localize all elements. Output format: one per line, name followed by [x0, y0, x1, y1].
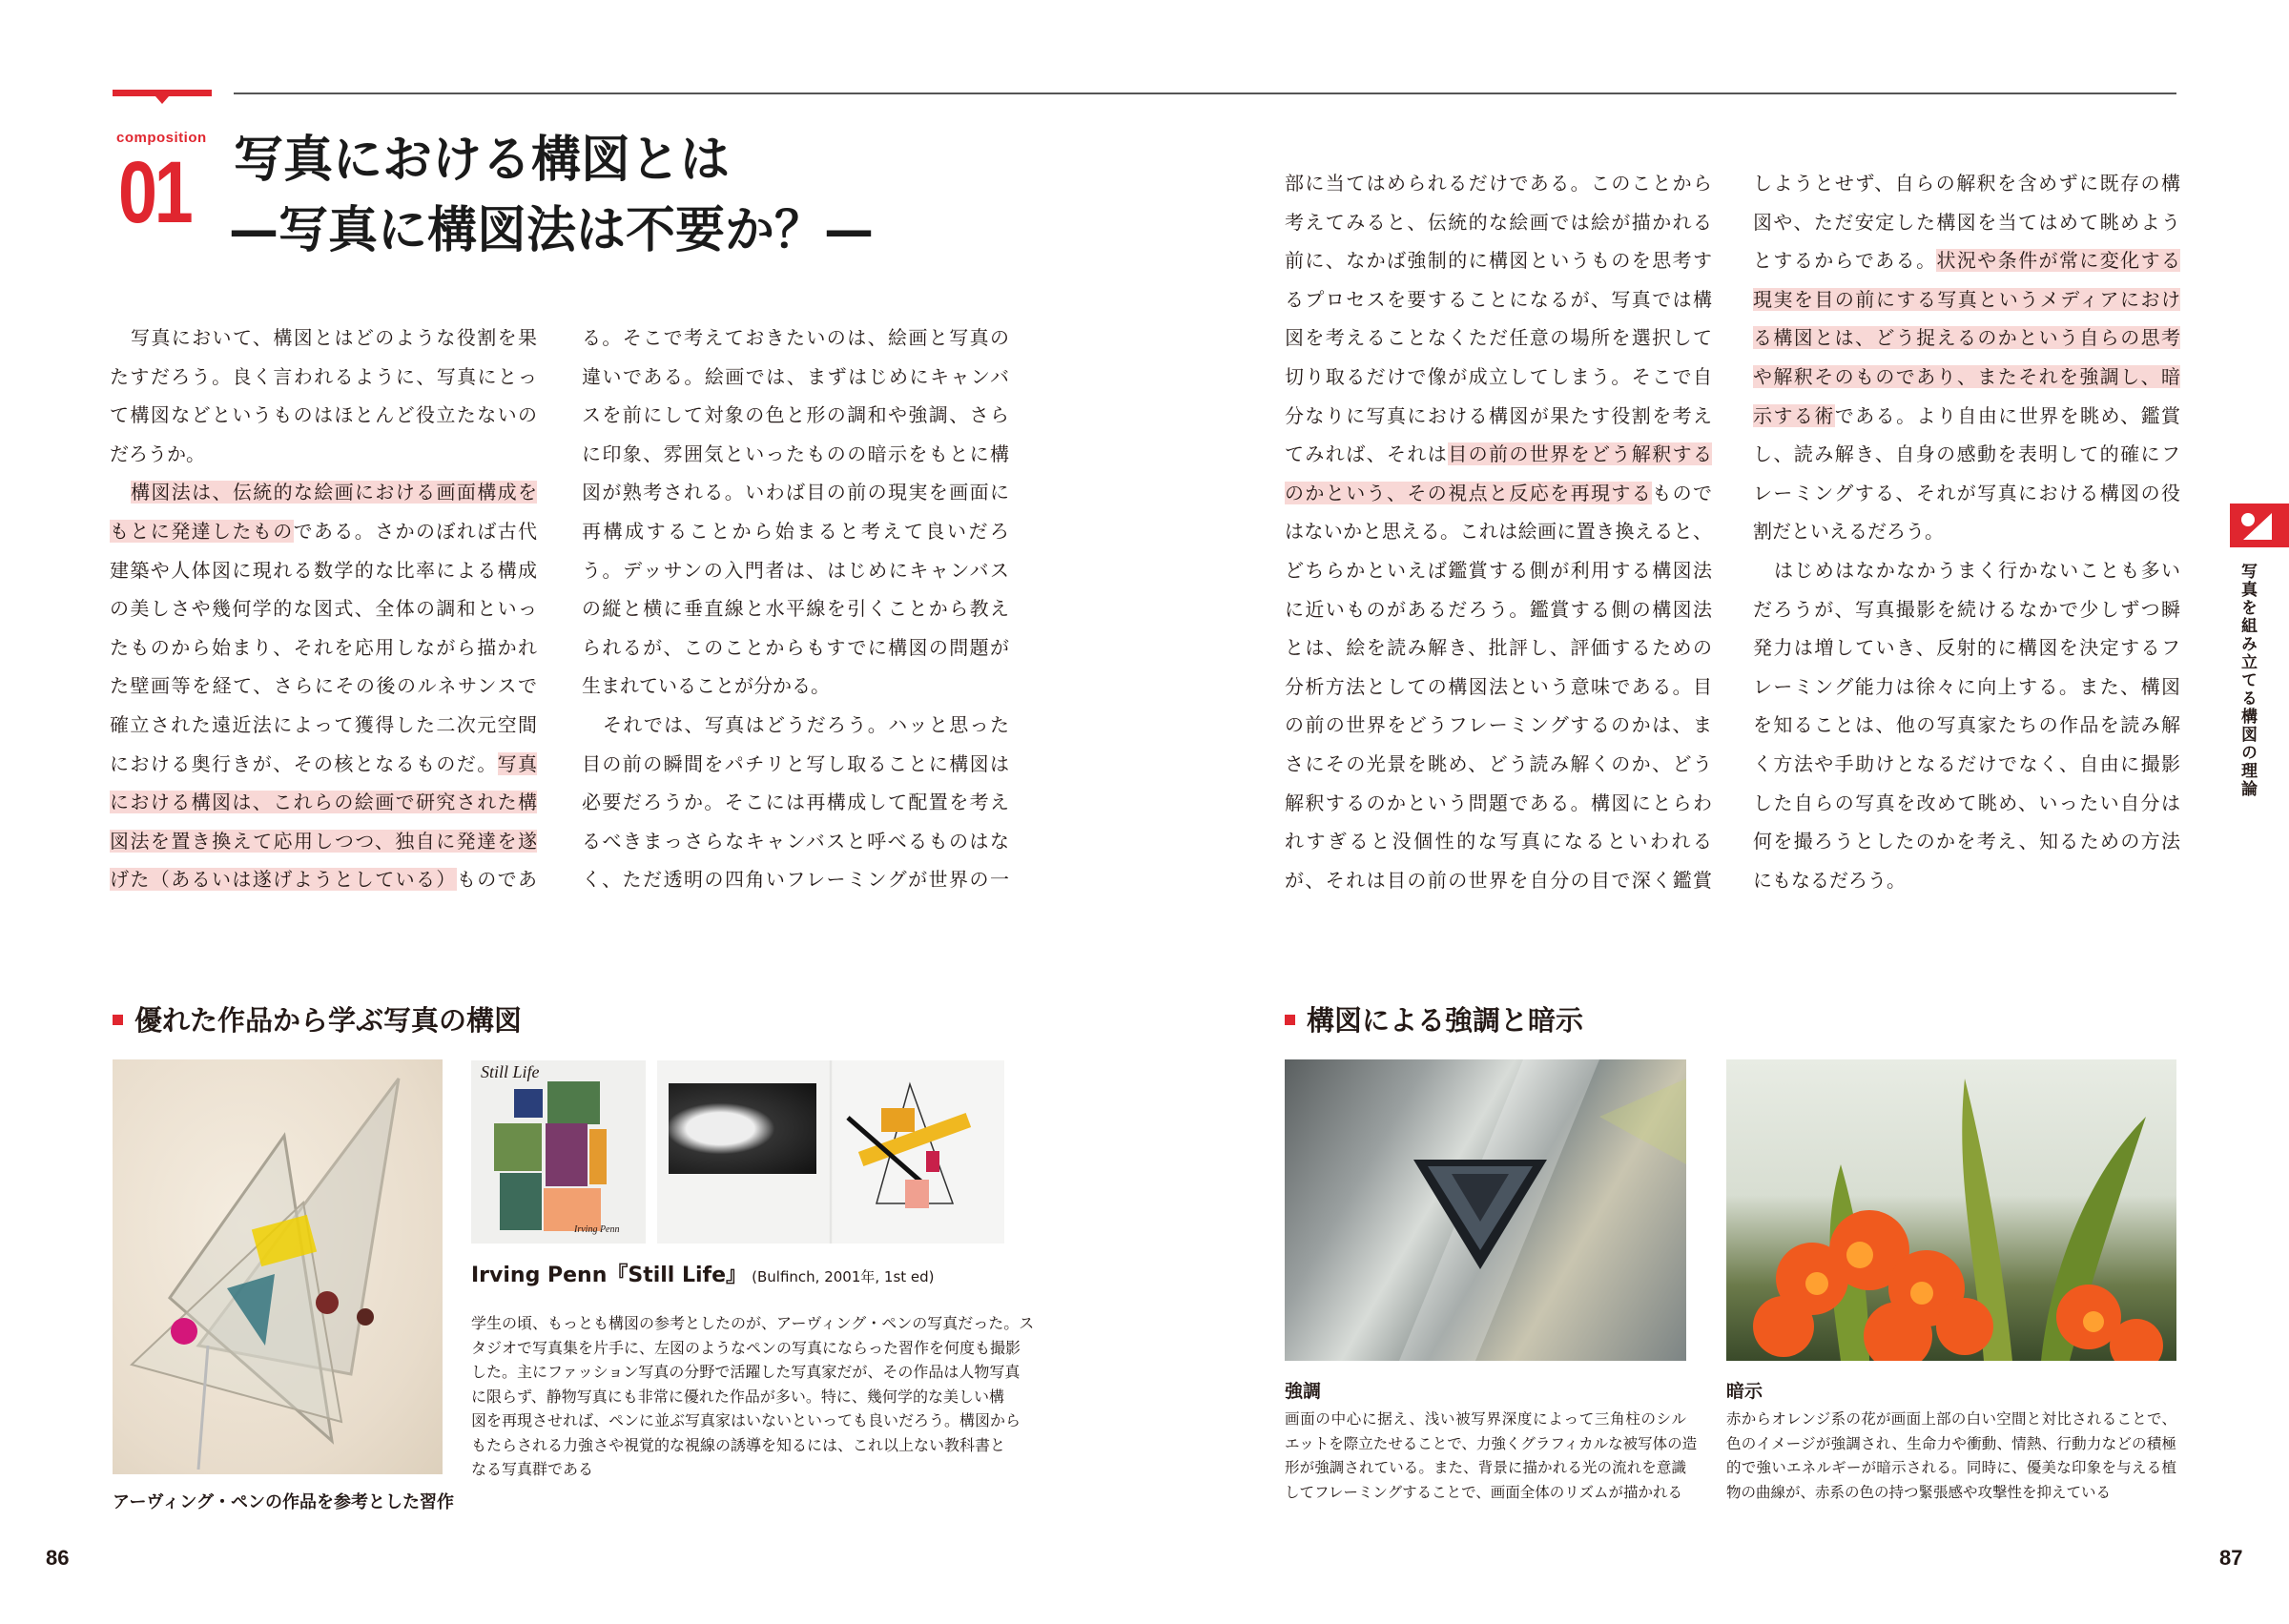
- text-run: を知ることは、他の写真家たちの作品を読み解: [1753, 713, 2180, 737]
- spread-photo-left: [669, 1083, 816, 1174]
- text-run: である。さかのぼれば古代: [293, 519, 538, 543]
- text-run: 図を再現させれば、ペンに並ぶ写真家はいないといっても良いだろう。構図から: [471, 1411, 1021, 1429]
- text-run: 画面の中心に据え、浅い被写界深度によって三角柱のシル: [1285, 1410, 1686, 1428]
- text-line: [1285, 474, 1712, 513]
- text-run: した自らの写真を改めて眺め、いったい自分は: [1753, 791, 2180, 814]
- text-run: て構図などというものはほとんど役立たないの: [110, 403, 537, 427]
- body-column-2: [582, 319, 1009, 899]
- text-run: く、ただ透明の四角いフレーミングが世界の一: [582, 868, 1009, 892]
- text-line: [1285, 1432, 1698, 1457]
- text-line: [110, 628, 537, 668]
- text-run: 写真において、構図とはどのような役割を果: [131, 326, 537, 349]
- body-column-4: [1753, 164, 2180, 899]
- text-line: [471, 1360, 1021, 1385]
- text-run: の美しさや幾何学的な図式、全体の調和といっ: [110, 597, 537, 621]
- text-run: が、それは目の前の世界を自分の目で深く鑑賞: [1285, 868, 1712, 892]
- text-line: [1285, 822, 1712, 861]
- book-cover-image: [471, 1060, 646, 1244]
- section-heading-text: 優れた作品から学ぶ写真の構図: [134, 1004, 523, 1037]
- bullet-square-icon: [1285, 1015, 1295, 1025]
- text-run: なる写真群である: [471, 1460, 594, 1478]
- text-run: に限らず、静物写真にも非常に優れた作品が多い。特に、幾何学的な美しい構: [471, 1387, 1004, 1406]
- practice-photo: [113, 1059, 443, 1474]
- text-line: [1726, 1481, 2176, 1506]
- emphasis-description: [1285, 1408, 1698, 1505]
- text-line: [110, 860, 537, 899]
- text-run: 物の曲線が、赤系の色の持つ緊張感や攻撃性を抑えている: [1726, 1483, 2112, 1501]
- highlighted-text: における構図は、これらの絵画で研究された構: [110, 791, 537, 814]
- text-line: [582, 319, 1009, 358]
- text-run: る。そこで考えておきたいのは、絵画と写真の: [582, 326, 1009, 349]
- text-line: [582, 783, 1009, 822]
- prism-illustration: [1285, 1059, 1686, 1361]
- text-line: [1285, 435, 1712, 474]
- text-run: 目の前の瞬間をパチリと写し取ることに構図は: [582, 751, 1009, 775]
- text-line: [1726, 1408, 2176, 1432]
- text-line: [1285, 1481, 1686, 1506]
- highlighted-text: 図法を置き換えて応用しつつ、独自に発達を遂: [110, 829, 537, 853]
- text-run: レーミング能力は徐々に向上する。また、構図: [1753, 674, 2180, 698]
- text-line: [1753, 745, 2180, 784]
- text-line: [1285, 628, 1712, 668]
- text-run: られるが、このことからもすでに構図の問題が: [582, 635, 1009, 659]
- text-run: れすぎると没個性的な写真になるといわれる: [1285, 830, 1712, 853]
- highlighted-text: 写真: [497, 751, 538, 775]
- text-line: [582, 551, 1009, 590]
- text-run: はないかと思える。これは絵画に置き換えると、: [1285, 520, 1712, 544]
- highlighted-text: 示する術: [1753, 403, 1835, 427]
- text-run: 確立された遠近法によって獲得した二次元空間: [110, 712, 537, 736]
- flower-photo: [1726, 1059, 2176, 1361]
- text-run: るプロセスを要することになるが、写真では構: [1285, 287, 1712, 311]
- book-title: [471, 1259, 935, 1288]
- text-run: 前に、なかば強制的に構図というものを思考す: [1285, 249, 1712, 273]
- text-line: [1753, 164, 2180, 203]
- text-run: 発力は増していき、反射的に構図を決定するフ: [1753, 636, 2180, 660]
- page-number-right: 87: [2219, 1546, 2243, 1570]
- text-run: どちらかといえば鑑賞する側が利用する構図法: [1285, 558, 1712, 582]
- text-run: それでは、写真はどうだろう。ハッと思った: [603, 712, 1009, 736]
- text-line: [582, 667, 1009, 706]
- book-cover-author: Irving Penn: [574, 1224, 620, 1235]
- book-title-meta: (Bulfinch, 2001年, 1st ed): [752, 1268, 935, 1285]
- text-line: [1753, 358, 2180, 397]
- chapter-tab: [2230, 504, 2289, 547]
- text-run: し、読み解き、自身の感動を表明して的確にフ: [1753, 442, 2180, 466]
- text-run: 切り取るだけで像が成立してしまう。そこで自: [1285, 364, 1712, 388]
- section-heading-left: [113, 999, 522, 1038]
- highlighted-text: 現実を目の前にする写真というメディアにおけ: [1753, 287, 2180, 311]
- text-run: とは、絵を読み解き、批評し、評価するための: [1285, 636, 1712, 660]
- text-line: [1753, 319, 2180, 358]
- text-line: [582, 512, 1009, 551]
- page-title-line1: 写真における構図とは: [234, 132, 731, 189]
- text-run: である。より自由に世界を眺め、鑑賞: [1834, 403, 2181, 427]
- text-line: [1753, 551, 2180, 590]
- section-heading-text: 構図による強調と暗示: [1307, 1004, 1584, 1037]
- text-run: レーミングする、それが写真における構図の役: [1753, 481, 2180, 504]
- text-line: [110, 319, 537, 358]
- highlighted-text: 目の前の世界をどう解釈する: [1448, 442, 1713, 466]
- text-line: [1285, 1456, 1686, 1481]
- text-run: た壁画等を経て、さらにその後のルネサンスで: [110, 674, 537, 698]
- book-description: [471, 1311, 1035, 1482]
- section-label: composition: [116, 130, 207, 146]
- text-run: にもなるだろう。: [1753, 868, 1906, 892]
- text-line: [582, 358, 1009, 397]
- text-run: 割だといえるだろう。: [1753, 520, 1944, 544]
- text-line: [1753, 435, 2180, 474]
- text-line: [1285, 280, 1712, 319]
- text-line: [1753, 203, 2180, 242]
- text-run: 赤からオレンジ系の花が画面上部の白い空間と対比されることで、: [1726, 1410, 2176, 1428]
- text-line: [1285, 745, 1712, 784]
- suggestion-label: 暗示: [1726, 1381, 1763, 1402]
- text-line: [582, 435, 1009, 474]
- text-run: たすだろう。良く言われるように、写真にとっ: [110, 364, 537, 388]
- text-run: 形が強調されている。また、背景に描かれる光の流れを意識: [1285, 1459, 1686, 1476]
- text-run: く方法や手助けとなるだけでなく、自由に撮影: [1753, 751, 2180, 775]
- text-run: もたらされる力強さや視覚的な視線の誘導を知るには、これ以上ない教科書と: [471, 1435, 1006, 1454]
- chapter-tab-label: 写真を組み立てる構図の理論: [2237, 563, 2257, 798]
- text-line: [1753, 241, 2180, 280]
- text-line: [582, 745, 1009, 784]
- text-run: 考えてみると、伝統的な絵画では絵が描かれる: [1285, 210, 1712, 234]
- text-line: [471, 1408, 1021, 1433]
- text-line: [1285, 397, 1712, 436]
- text-run: の縦と横に垂直線と水平線を引くことから教え: [582, 597, 1009, 621]
- text-line: [1285, 319, 1712, 358]
- text-line: [1753, 397, 2180, 436]
- text-line: [1753, 474, 2180, 513]
- book-title-main: Irving Penn『Still Life』: [471, 1264, 748, 1287]
- text-line: [582, 822, 1009, 861]
- text-line: [1753, 861, 2180, 900]
- suggestion-description: [1726, 1408, 2176, 1505]
- text-run: してフレーミングすることで、画面全体のリズムが描かれる: [1285, 1483, 1682, 1501]
- page-number-left: 86: [46, 1546, 70, 1570]
- text-run: スを前にして対象の色と形の調和や強調、さら: [582, 403, 1009, 427]
- text-line: [582, 706, 1009, 745]
- text-run: 図を考えることなくただ任意の場所を選択して: [1285, 326, 1712, 350]
- text-line: [1753, 512, 2180, 551]
- book-spread-image: [657, 1060, 1004, 1244]
- text-run: 色のイメージが強調され、生命力や衝動、情熱、行動力などの積極: [1726, 1434, 2176, 1452]
- text-run: もので: [1652, 481, 1713, 504]
- highlighted-text: 状況や条件が常に変化する: [1936, 249, 2180, 273]
- text-run: はじめはなかなかうまく行かないことも多い: [1774, 558, 2180, 582]
- highlighted-text: る構図とは、どう捉えるのかという自らの思考: [1753, 326, 2180, 350]
- text-line: [471, 1336, 1021, 1361]
- text-line: [582, 628, 1009, 668]
- text-run: 的で強いエネルギーが暗示される。同時に、優美な印象を与える植: [1726, 1459, 2176, 1476]
- text-line: [110, 589, 537, 628]
- header-accent-bar: [113, 90, 212, 96]
- page-title-line2: —写真に構図法は不要か？—: [229, 202, 875, 259]
- text-run: に近いものがあるだろう。鑑賞する側の構図法: [1285, 597, 1712, 621]
- text-line: [110, 358, 537, 397]
- text-run: 図や、ただ安定した構図を当てはめて眺めよう: [1753, 210, 2180, 234]
- text-run: タジオで写真集を片手に、左図のようなペンの写真にならった習作を何度も撮影: [471, 1338, 1021, 1357]
- text-line: [1285, 551, 1712, 590]
- text-run: さにその光景を眺め、どう読み解くのか、どう: [1285, 751, 1712, 775]
- text-run: 何を撮ろうとしたのかを考え、知るための方法: [1753, 830, 2180, 853]
- text-line: [1285, 668, 1712, 707]
- clivia-flower-illustration: [1726, 1059, 2176, 1361]
- text-run: 必要だろうか。そこには再構成して配置を考え: [582, 791, 1009, 814]
- text-line: [110, 822, 537, 861]
- text-run: てみれば、それは: [1285, 442, 1449, 466]
- text-run: に印象、雰囲気といったものの暗示をもとに構: [582, 442, 1009, 465]
- text-run: たものから始まり、それを応用しながら描かれ: [110, 635, 537, 659]
- text-line: [1285, 706, 1712, 745]
- text-line: [1753, 280, 2180, 319]
- text-line: [582, 473, 1009, 512]
- text-line: [110, 667, 537, 706]
- text-run: るべきまっさらなキャンバスと呼べるものはな: [582, 829, 1009, 853]
- text-line: [1285, 512, 1712, 551]
- text-run: う。デッサンの入門者は、はじめにキャンバス: [582, 558, 1009, 582]
- highlighted-text: もとに発達したもの: [110, 519, 294, 543]
- text-line: [1285, 203, 1712, 242]
- text-line: [1753, 822, 2180, 861]
- body-column-1: [110, 319, 537, 899]
- highlighted-text: のかという、その視点と反応を再現する: [1285, 481, 1653, 504]
- highlighted-text: や解釈そのものであり、またそれを強調し、暗: [1753, 364, 2180, 388]
- text-line: [110, 551, 537, 590]
- text-run: 分析方法としての構図法という意味である。目: [1285, 674, 1712, 698]
- practice-photo-caption: アーヴィング・ペンの作品を参考とした習作: [113, 1492, 455, 1512]
- text-line: [1753, 590, 2180, 629]
- text-run: の前の世界をどうフレーミングするのかは、ま: [1285, 713, 1712, 737]
- spread-photo-right: [838, 1079, 981, 1213]
- text-line: [1285, 590, 1712, 629]
- text-line: [1285, 164, 1712, 203]
- text-line: [110, 396, 537, 435]
- text-line: [110, 783, 537, 822]
- text-run: 建築や人体図に現れる数学的な比率による構成: [110, 558, 537, 582]
- text-run: 図が熟考される。いわば目の前の現実を画面に: [582, 481, 1009, 504]
- text-line: [1753, 628, 2180, 668]
- section-number: 01: [118, 144, 191, 241]
- text-line: [1726, 1432, 2176, 1457]
- text-line: [1285, 861, 1712, 900]
- section-heading-right: [1285, 999, 1583, 1038]
- bullet-square-icon: [113, 1015, 123, 1025]
- text-run: 部に当てはめられるだけである。このことから: [1285, 172, 1712, 195]
- text-line: [471, 1311, 1035, 1336]
- text-run: 解釈するのかという問題である。構図にとらわ: [1285, 791, 1712, 814]
- text-line: [582, 589, 1009, 628]
- text-line: [1285, 1408, 1686, 1432]
- prism-photo: [1285, 1059, 1686, 1361]
- text-line: [1285, 784, 1712, 823]
- text-run: における奥行きが、その核となるものだ。: [110, 751, 498, 775]
- text-line: [1753, 668, 2180, 707]
- text-run: エットを際立たせることで、力強くグラフィカルな被写体の造: [1285, 1434, 1698, 1452]
- text-line: [582, 860, 1009, 899]
- text-run: 学生の頃、もっとも構図の参考としたのが、アーヴィング・ペンの写真だった。ス: [471, 1314, 1035, 1332]
- text-line: [582, 396, 1009, 435]
- text-line: [471, 1385, 1004, 1409]
- text-run: 再構成することから始まると考えて良いだろ: [582, 519, 1009, 543]
- text-line: [110, 745, 537, 784]
- text-line: [1726, 1456, 2176, 1481]
- text-line: [110, 473, 537, 512]
- book-cover-title: Still Life: [481, 1062, 540, 1081]
- text-line: [110, 435, 537, 474]
- text-line: [110, 512, 537, 551]
- text-line: [471, 1433, 1004, 1458]
- text-line: [1285, 358, 1712, 397]
- body-column-3: [1285, 164, 1712, 899]
- triangle-rulers-illustration: [113, 1059, 443, 1474]
- text-run: 違いである。絵画では、まずはじめにキャンバ: [582, 364, 1009, 388]
- text-run: ものであ: [456, 868, 538, 892]
- text-run: 分なりに写真における構図が果たす役割を考え: [1285, 403, 1712, 427]
- highlighted-text: 構図法は、伝統的な絵画における画面構成を: [131, 481, 537, 504]
- emphasis-label: 強調: [1285, 1381, 1322, 1402]
- text-line: [1753, 706, 2180, 745]
- header-rule: [234, 93, 2176, 94]
- text-run: とするからである。: [1753, 249, 1937, 273]
- text-run: だろうが、写真撮影を続けるなかで少しずつ瞬: [1753, 597, 2180, 621]
- highlighted-text: げた（あるいは遂げようとしている）: [110, 868, 457, 892]
- text-run: だろうか。: [110, 442, 205, 465]
- text-line: [1285, 241, 1712, 280]
- text-run: した。主にファッション写真の分野で活躍した写真家だが、その作品は人物写真: [471, 1363, 1021, 1381]
- text-line: [1753, 784, 2180, 823]
- text-run: しようとせず、自らの解釈を含めずに既存の構: [1753, 172, 2180, 195]
- text-line: [471, 1457, 1004, 1482]
- text-line: [110, 706, 537, 745]
- composition-logo-icon: [2230, 504, 2289, 547]
- text-run: 生まれていることが分かる。: [582, 674, 830, 698]
- header-accent-pointer: [155, 96, 169, 104]
